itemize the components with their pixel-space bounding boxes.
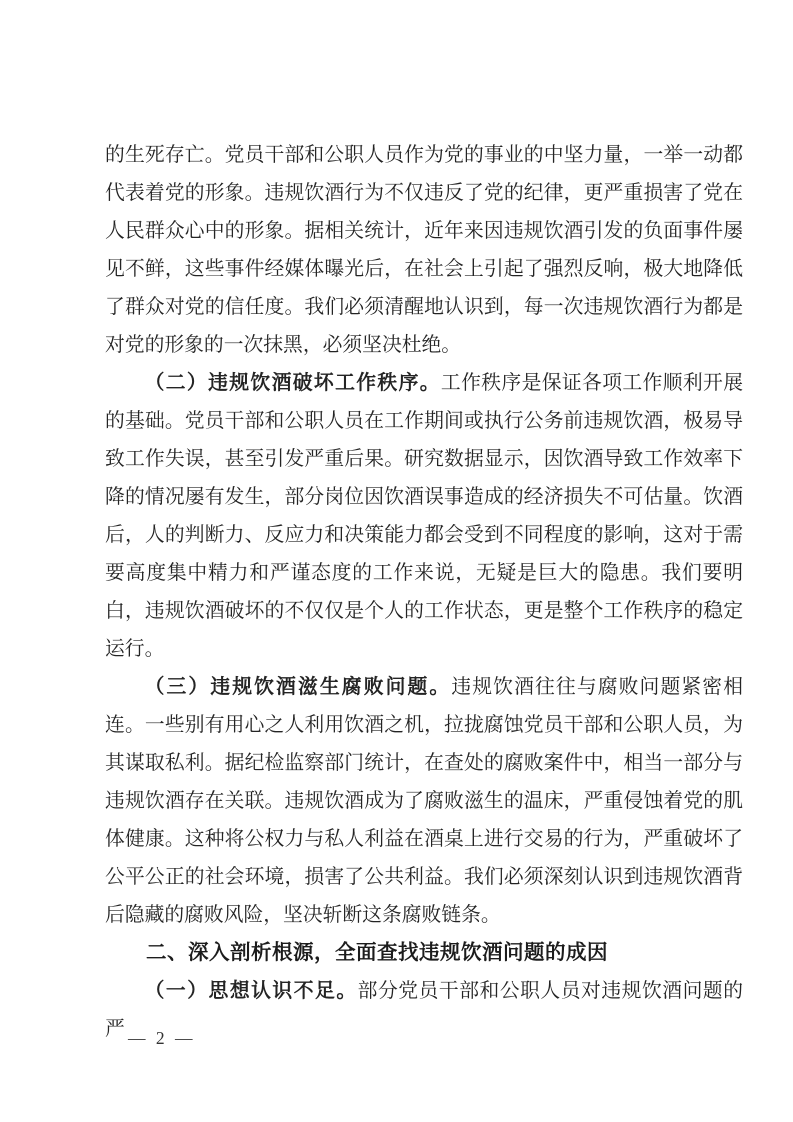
text-run-normal: 部分党员干部和公职人员对违规饮酒问题的严 — [105, 980, 743, 1040]
document-body — [105, 136, 743, 1048]
text-run-heading: 二、深入剖析根源，全面查找违规饮酒问题的成因 — [146, 941, 608, 964]
text-run-normal: 工作秩序是保证各项工作顺利开展的基础。党员干部和公职人员在工作期间或执行公务前违规饮酒，极易导致工作失误，甚至引发严重后果。研究数据显示，因饮酒导致工作效率下降的情况屡有发生，部分岗位因饮酒误事造成的经济损失不可估量。饮酒后，人的判断力、反应力和决策能力都会受到不同程度的影响，这对于需要高度集中精力和严谨态度的工作来说，无疑是巨大的隐患。我们要明白，违规饮酒破坏的不仅仅是个人的工作状态，更是整个工作秩序的稳定运行。 — [105, 372, 743, 660]
para-continuation-top — [105, 136, 743, 364]
text-run-lead: （一）思想认识不足。 — [144, 980, 358, 1002]
para-item-2 — [105, 364, 743, 668]
para-item-3 — [105, 668, 743, 934]
text-run-normal: 违规饮酒往往与腐败问题紧密相连。一些别有用心之人利用饮酒之机，拉拢腐蚀党员干部和公职人员，为其谋取私利。据纪检监察部门统计，在查处的腐败案件中，相当一部分与违规饮酒存在关联。违规饮酒成为了腐败滋生的温床，严重侵蚀着党的肌体健康。这种将公权力与私人利益在酒桌上进行交易的行为，严重破坏了公平公正的社会环境，损害了公共利益。我们必须深刻认识到违规饮酒背后隐藏的腐败风险，坚决斩断这条腐败链条。 — [105, 676, 743, 926]
page-number: — 2 — — [128, 1028, 196, 1048]
text-run-normal: 的生死存亡。党员干部和公职人员作为党的事业的中坚力量，一举一动都代表着党的形象。违规饮酒行为不仅违反了党的纪律，更严重损害了党在人民群众心中的形象。据相关统计，近年来因违规饮酒引发的负面事件屡见不鲜，这些事件经媒体曝光后，在社会上引起了强烈反响，极大地降低了群众对党的信任度。我们必须清醒地认识到，每一次违规饮酒行为都是对党的形象的一次抹黑，必须坚决杜绝。 — [105, 144, 743, 356]
heading-section-2 — [105, 934, 743, 972]
text-run-lead: （二）违规饮酒破坏工作秩序。 — [144, 372, 441, 394]
text-run-lead: （三）违规饮酒滋生腐败问题。 — [144, 676, 452, 698]
para-item-1 — [105, 972, 743, 1048]
